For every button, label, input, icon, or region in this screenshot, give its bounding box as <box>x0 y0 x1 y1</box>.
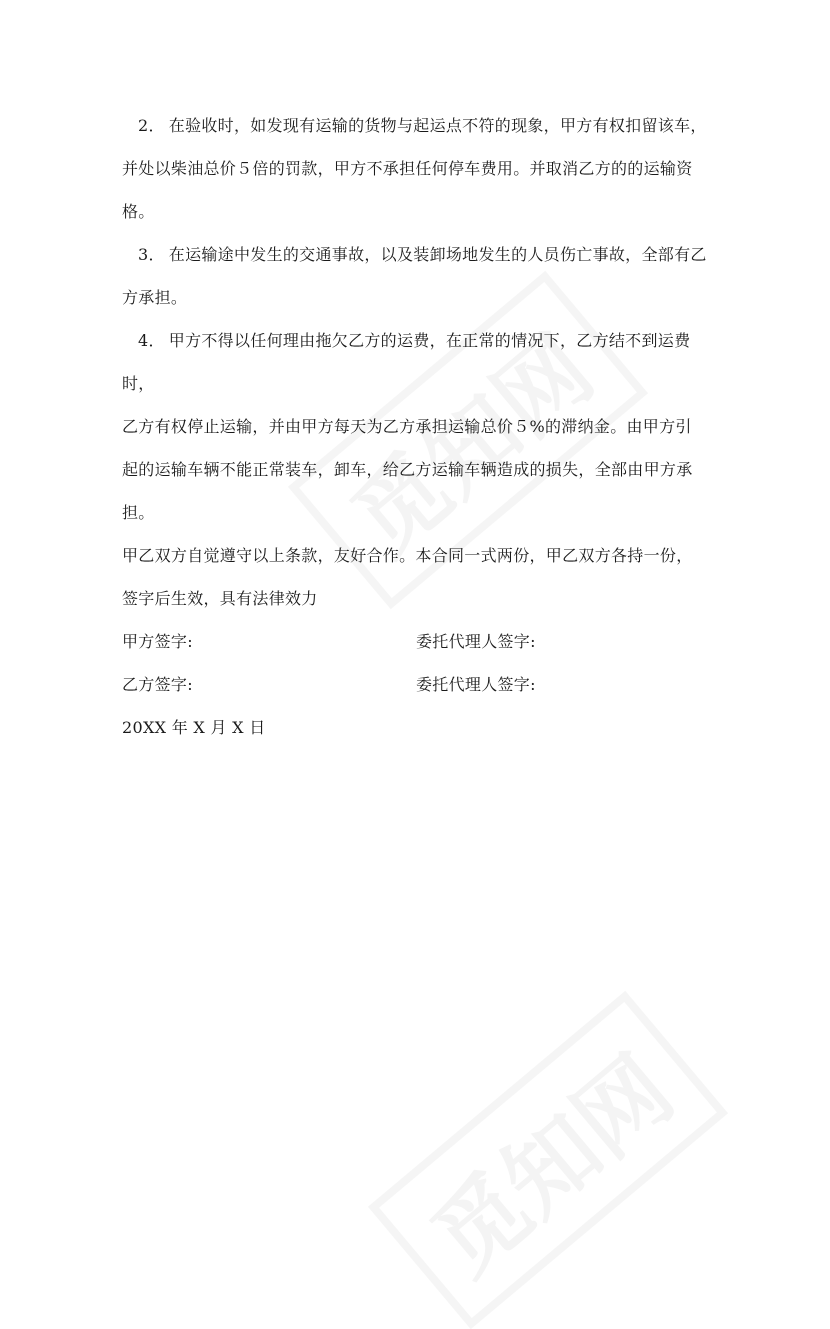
clause-2-line-2: 并处以柴油总价５倍的罚款，甲方不承担任何停车费用。并取消乙方的的运输资 <box>122 159 693 178</box>
clause-4 <box>122 319 712 405</box>
clause-4-line-4: 担。 <box>122 503 155 522</box>
clause-3 <box>122 233 712 276</box>
clause-number: 4． <box>138 331 165 350</box>
watermark <box>368 991 728 1329</box>
closing-line-2: 签字后生效，具有法律效力 <box>122 589 318 608</box>
clause-4-line-3: 起的运输车辆不能正常装车，卸车，给乙方运输车辆造成的损失，全部由甲方承 <box>122 460 693 479</box>
agent-a-signature-label: 委托代理人签字: <box>416 632 536 651</box>
party-a-signature-label: 甲方签字: <box>122 632 193 651</box>
party-b-signature-label: 乙方签字: <box>122 675 193 694</box>
clause-number: 2． <box>138 116 165 135</box>
contract-body <box>122 104 712 749</box>
closing-line-1: 甲乙双方自觉遵守以上条款，友好合作。本合同一式两份，甲乙双方各持一份， <box>122 546 693 565</box>
clause-text: 在运输途中发生的交通事故，以及装卸场地发生的人员伤亡事故，全部有乙 <box>168 245 707 264</box>
clause-2 <box>122 104 712 147</box>
signature-row-a <box>122 620 712 663</box>
clause-text: 甲方不得以任何理由拖欠乙方的运费，在正常的情况下，乙方结不到运费时， <box>122 331 691 393</box>
clause-number: 3． <box>138 245 165 264</box>
clause-3-line-2: 方承担。 <box>122 288 188 307</box>
clause-2-line-3: 格。 <box>122 202 155 221</box>
signature-row-b <box>122 663 712 706</box>
contract-date: 20XX 年 X 月 X 日 <box>122 718 266 737</box>
clause-text: 在验收时，如发现有运输的货物与起运点不符的现象，甲方有权扣留该车， <box>168 116 707 135</box>
agent-b-signature-label: 委托代理人签字: <box>416 675 536 694</box>
clause-4-line-2: 乙方有权停止运输，并由甲方每天为乙方承担运输总价５%的滞纳金。由甲方引 <box>122 417 692 436</box>
